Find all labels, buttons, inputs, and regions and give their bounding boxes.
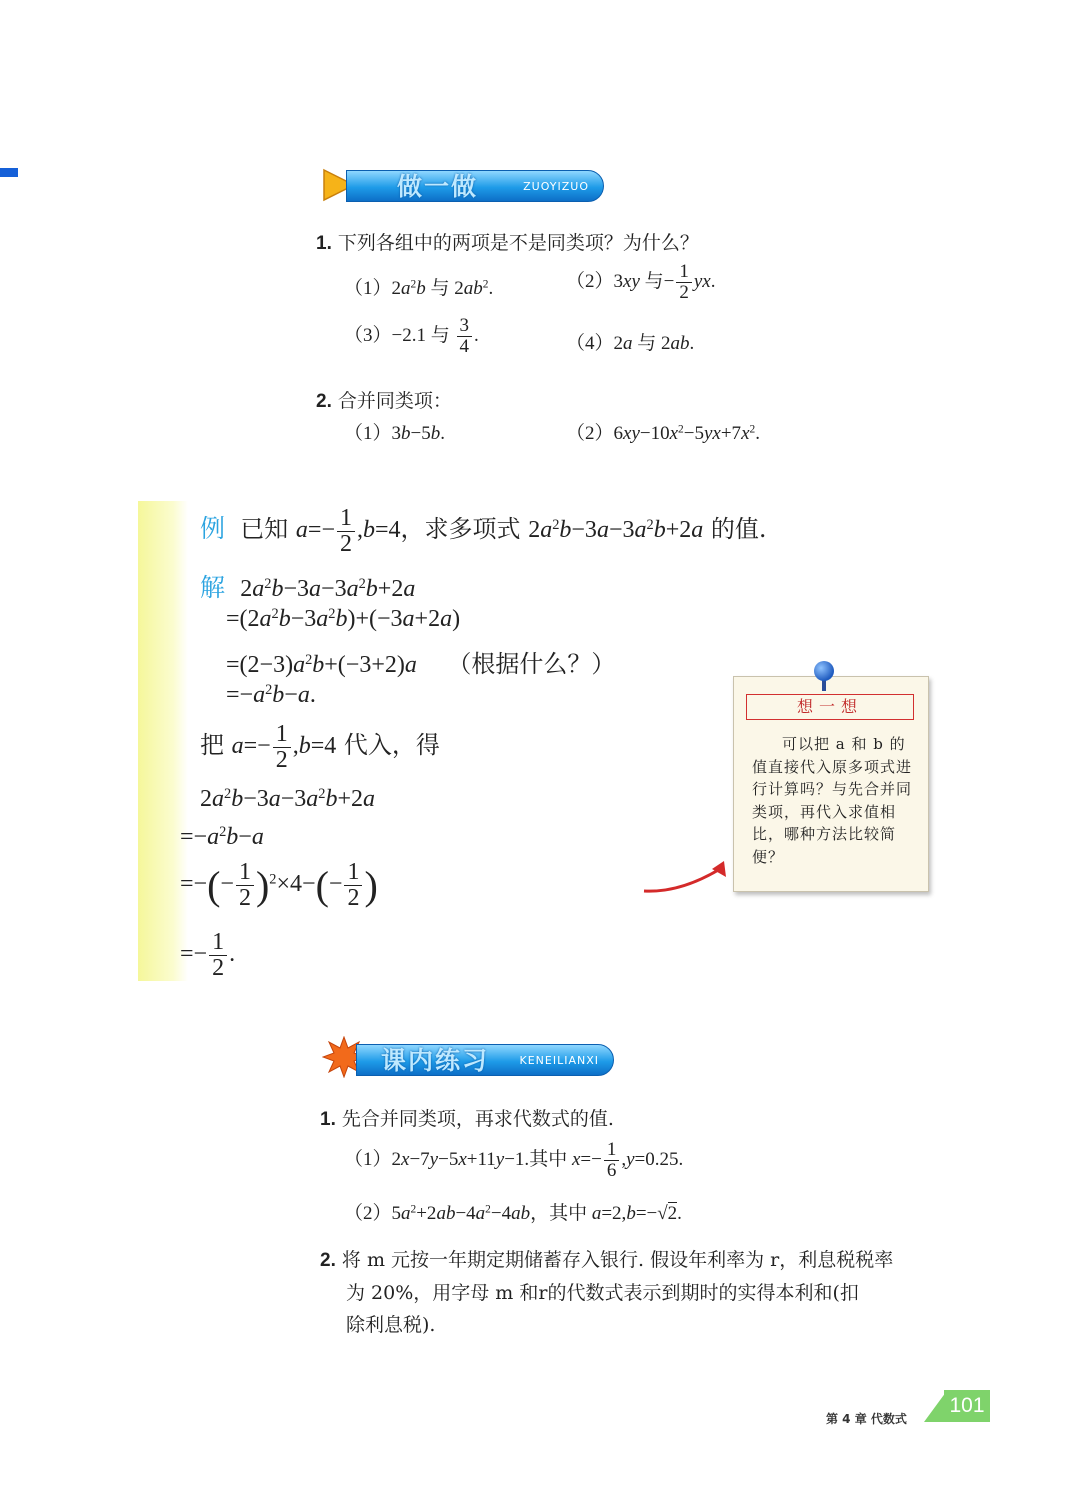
question-1 bbox=[316, 228, 699, 255]
page-number: 101 bbox=[944, 1390, 990, 1422]
substitution-line: 把 a=− $\frac{1}{2}$ ,b=4 代入，得 bbox=[200, 721, 440, 774]
example-statement: 例 已知 a=− $\frac{1}{2}$ ,b=4，求多项式 $2a^2b-3a-3a^2b+2a$ 的值. bbox=[200, 505, 767, 558]
eval-line-3: =−(− $\frac{1}{2}$ )$^2$×4−(− $\frac{1}{2}$ ) bbox=[180, 859, 378, 912]
solution-line-3: $=(2-3)a^2b+(-3+2)a$ （根据什么？） bbox=[226, 650, 616, 678]
banner-subtitle: KENEILIANXI bbox=[519, 1054, 599, 1067]
pointer-arrow-icon bbox=[640, 855, 732, 897]
eval-line-4: =− $\frac{1}{2}$ . bbox=[180, 929, 236, 982]
chapter-tab-marker bbox=[0, 168, 18, 177]
exercise-1-item-1: （1）2x−7y−5x+11y−1.其中 x=− $\frac{1}{6}$ ,y=0.25. bbox=[344, 1139, 684, 1181]
solution-label: 解 bbox=[200, 573, 226, 602]
think-note bbox=[733, 676, 929, 892]
pushpin-icon bbox=[814, 661, 834, 681]
section-banner-zuoyizuo bbox=[322, 168, 604, 202]
note-body: 可以把 a 和 b 的值直接代入原多项式进行计算吗？与先合并同类项，再代入求值相比，哪种方法比较简便？ bbox=[752, 735, 913, 866]
q1-item-1: $(1)2a^2b$ 与 $2ab^2$. bbox=[344, 278, 494, 299]
question-number: 1. bbox=[316, 233, 332, 254]
q1-item-3: （3）−2.1 与 $\frac{3}{4}$ . bbox=[344, 315, 479, 357]
reason-note: （根据什么？） bbox=[447, 650, 616, 678]
solution-line-1: 解 $2a^2b-3a-3a^2b+2a$ bbox=[200, 573, 416, 602]
question-text: 下列各组中的两项是不是同类项？为什么？ bbox=[337, 232, 699, 254]
example-label: 例 bbox=[200, 514, 226, 544]
banner-title: 课内练习 bbox=[381, 1046, 490, 1075]
chapter-footer: 第 4 章 代数式 bbox=[826, 1412, 907, 1426]
banner-title: 做一做 bbox=[397, 172, 479, 201]
note-title: 想一想 bbox=[746, 694, 914, 720]
q2-item-1: （1）3b−5b. bbox=[344, 423, 445, 444]
solution-line-4: $=-a^2b-a$. bbox=[226, 682, 316, 708]
eval-line-2: $=-a^2b-a$ bbox=[180, 824, 264, 850]
solution-line-2: $=(2a^2b-3a^2b)+(-3a+2a)$ bbox=[226, 606, 461, 632]
exercise-1: 1. 先合并同类项，再求代数式的值. bbox=[320, 1108, 614, 1130]
q1-item-4: （4）2a 与 2ab. bbox=[566, 333, 695, 354]
banner-subtitle: ZUOYIZUO bbox=[523, 180, 589, 193]
q2-item-2: $(2)6xy-10x^2-5yx+7x^2$. bbox=[566, 423, 760, 444]
exercise-1-item-2: $(2)5a^2+2ab-4a^2-4ab$，其中 a=2,b=−√2. bbox=[344, 1203, 682, 1224]
q1-item-2: （2）3xy 与− $\frac{1}{2}$ yx. bbox=[566, 261, 716, 303]
eval-line-1: $2a^2b-3a-3a^2b+2a$ bbox=[200, 786, 376, 812]
question-2: 2. 合并同类项： bbox=[316, 390, 452, 412]
section-banner-keneilianxi bbox=[322, 1036, 614, 1078]
page-tab-notch bbox=[924, 1392, 946, 1422]
exercise-2: 2. 将 m 元按一年期定期储蓄存入银行. 假设年利率为 r，利息税税率 为 20%，用字母 m 和r的代数式表示到期时的实得本利和(扣 除利息税). bbox=[320, 1249, 894, 1336]
